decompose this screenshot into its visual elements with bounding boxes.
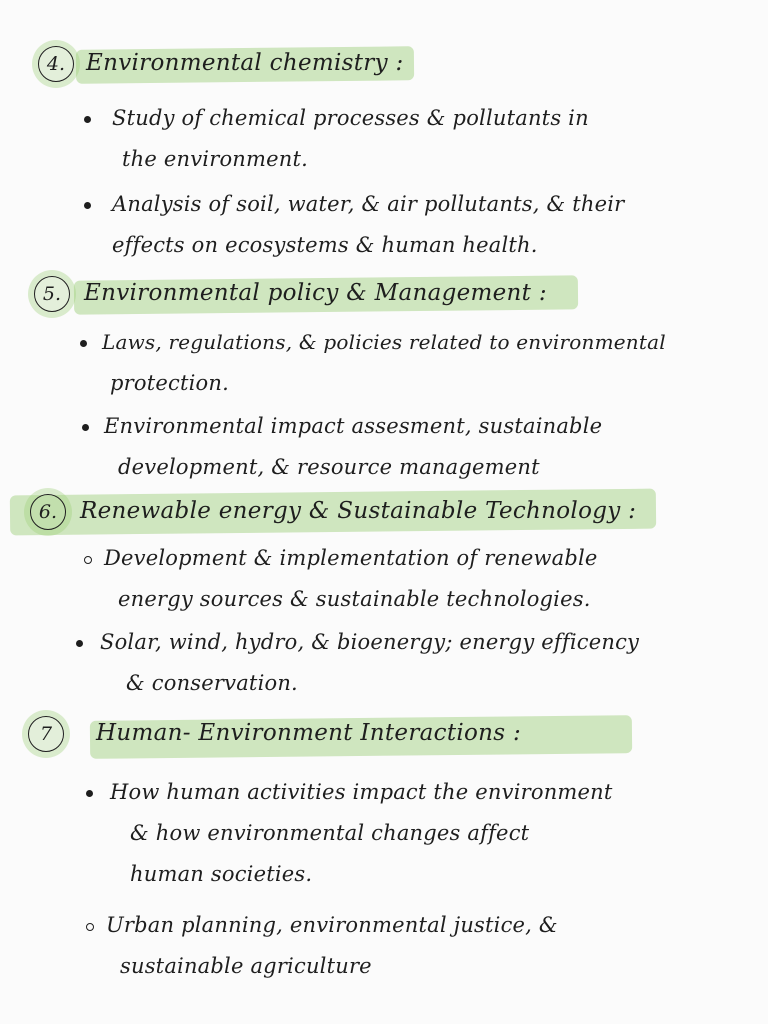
bullet-dot — [82, 424, 89, 431]
section-number: 7 — [28, 716, 64, 752]
bullet-list — [0, 98, 768, 266]
bullet-item — [0, 538, 768, 620]
bullet-line: Environmental impact assesment, sustainable — [104, 414, 603, 438]
section-7 — [0, 712, 768, 987]
section-heading: Renewable energy & Sustainable Technology : — [80, 498, 637, 524]
bullet-line: human societies. — [130, 862, 313, 886]
section-heading-row — [0, 42, 768, 88]
bullet-list — [0, 772, 768, 987]
bullet-dot — [76, 640, 83, 647]
bullet-dot — [80, 340, 87, 347]
bullet-line: How human activities impact the environment — [110, 780, 613, 804]
section-heading-row — [0, 490, 768, 536]
section-heading: Environmental policy & Management : — [84, 280, 547, 306]
bullet-item — [0, 98, 768, 180]
bullet-line: effects on ecosystems & human health. — [112, 233, 538, 257]
bullet-line: Solar, wind, hydro, & bioenergy; energy efficency — [100, 630, 640, 654]
bullet-dot — [86, 923, 94, 931]
section-heading-row — [0, 272, 768, 318]
bullet-line: Analysis of soil, water, & air pollutants, & their — [112, 192, 625, 216]
bullet-line: energy sources & sustainable technologies. — [118, 587, 591, 611]
bullet-dot — [84, 116, 91, 123]
section-heading: Environmental chemistry : — [86, 50, 404, 76]
bullet-item — [0, 406, 768, 488]
bullet-line: & conservation. — [126, 671, 298, 695]
section-6 — [0, 490, 768, 704]
bullet-line: Development & implementation of renewable — [104, 546, 598, 570]
bullet-item — [0, 905, 768, 987]
bullet-list — [0, 322, 768, 488]
bullet-line: protection. — [110, 371, 229, 395]
bullet-line: Urban planning, environmental justice, & — [106, 913, 558, 937]
bullet-dot — [86, 790, 93, 797]
bullet-list — [0, 538, 768, 704]
bullet-dot — [84, 202, 91, 209]
bullet-item — [0, 772, 768, 895]
section-heading-row — [0, 712, 768, 758]
bullet-item — [0, 184, 768, 266]
section-number: 5. — [34, 276, 70, 312]
bullet-item — [0, 622, 768, 704]
section-4 — [0, 42, 768, 266]
section-5 — [0, 272, 768, 488]
section-number: 6. — [30, 494, 66, 530]
bullet-line: Study of chemical processes & pollutants in — [112, 106, 589, 130]
section-heading: Human- Environment Interactions : — [96, 720, 522, 746]
bullet-dot — [84, 556, 92, 564]
bullet-line: & how environmental changes affect — [130, 821, 530, 845]
bullet-line: the environment. — [122, 147, 308, 171]
bullet-line: development, & resource management — [118, 455, 540, 479]
bullet-line: sustainable agriculture — [120, 954, 372, 978]
bullet-line: Laws, regulations, & policies related to environmental — [102, 330, 666, 354]
bullet-item — [0, 322, 768, 404]
section-number: 4. — [38, 46, 74, 82]
